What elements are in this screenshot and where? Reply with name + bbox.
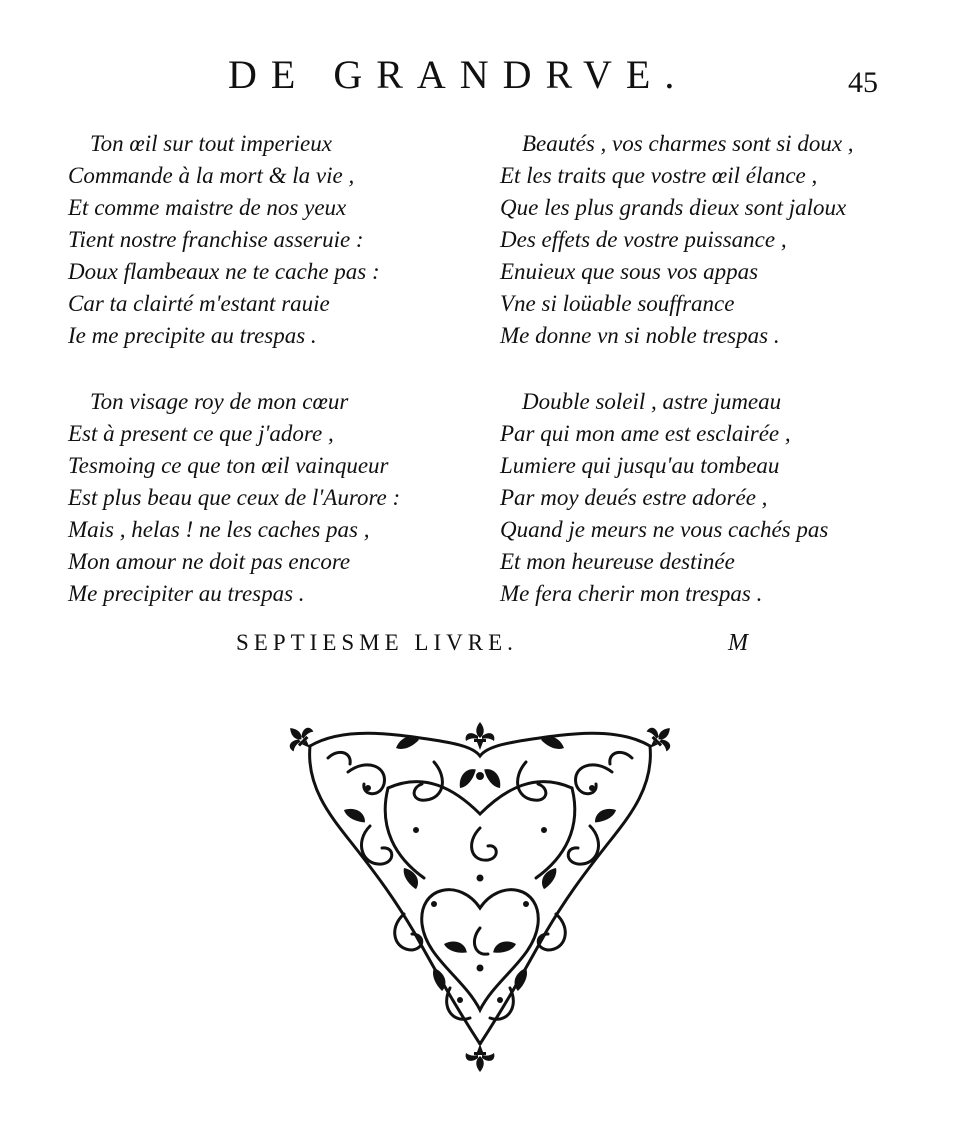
- verse-line: Quand je meurs ne vous cachés pas: [500, 517, 829, 542]
- verse-line: Double soleil , astre jumeau: [522, 389, 782, 414]
- stanza-2: [68, 386, 468, 610]
- verse-line: Que les plus grands dieux sont jaloux: [500, 195, 847, 220]
- verse-line: Et mon heureuse destinée: [500, 549, 735, 574]
- verse-line: Tient nostre franchise asseruie :: [68, 227, 364, 252]
- stanza-1: [68, 128, 468, 352]
- verse-line: Me donne vn si noble trespas .: [500, 323, 780, 348]
- left-column: [68, 128, 468, 644]
- verse-line: Par qui mon ame est esclairée ,: [500, 421, 791, 446]
- running-head: DE GRANDRVE.: [228, 52, 689, 97]
- verse-line: Lumiere qui jusqu'au tombeau: [500, 453, 780, 478]
- stanza-4: [500, 386, 900, 610]
- verse-line: Beautés , vos charmes sont si doux ,: [522, 131, 854, 156]
- page-number: 45: [848, 66, 878, 99]
- verse-line: Me fera cherir mon trespas .: [500, 581, 763, 606]
- verse-line: Commande à la mort & la vie ,: [68, 163, 355, 188]
- triangular-floral-tailpiece-icon: [284, 718, 676, 1078]
- verse-line: Enuieux que sous vos appas: [500, 259, 759, 284]
- verse-line: Me precipiter au trespas .: [68, 581, 305, 606]
- verse-line: Mon amour ne doit pas encore: [68, 549, 351, 574]
- verse-line: Mais , helas ! ne les caches pas ,: [68, 517, 370, 542]
- signature-line: SEPTIESME LIVRE.: [236, 630, 518, 655]
- verse-line: Des effets de vostre puissance ,: [500, 227, 787, 252]
- verse-line: Ton visage roy de mon cœur: [90, 389, 349, 414]
- right-column: [500, 128, 900, 644]
- verse-line: Car ta clairté m'estant rauie: [68, 291, 330, 316]
- signature-mark: M: [728, 630, 748, 656]
- stanza-3: [500, 128, 900, 352]
- verse-line: Par moy deués estre adorée ,: [500, 485, 768, 510]
- verse-line: Tesmoing ce que ton œil vainqueur: [68, 453, 389, 478]
- verse-line: Et comme maistre de nos yeux: [68, 195, 347, 220]
- verse-line: Ton œil sur tout imperieux: [90, 131, 332, 156]
- verse-line: Est plus beau que ceux de l'Aurore :: [68, 485, 401, 510]
- verse-line: Vne si loüable souffrance: [500, 291, 735, 316]
- verse-line: Est à present ce que j'adore ,: [68, 421, 334, 446]
- verse-line: Doux flambeaux ne te cache pas :: [68, 259, 380, 284]
- verse-line: Et les traits que vostre œil élance ,: [500, 163, 818, 188]
- verse-line: Ie me precipite au trespas .: [68, 323, 317, 348]
